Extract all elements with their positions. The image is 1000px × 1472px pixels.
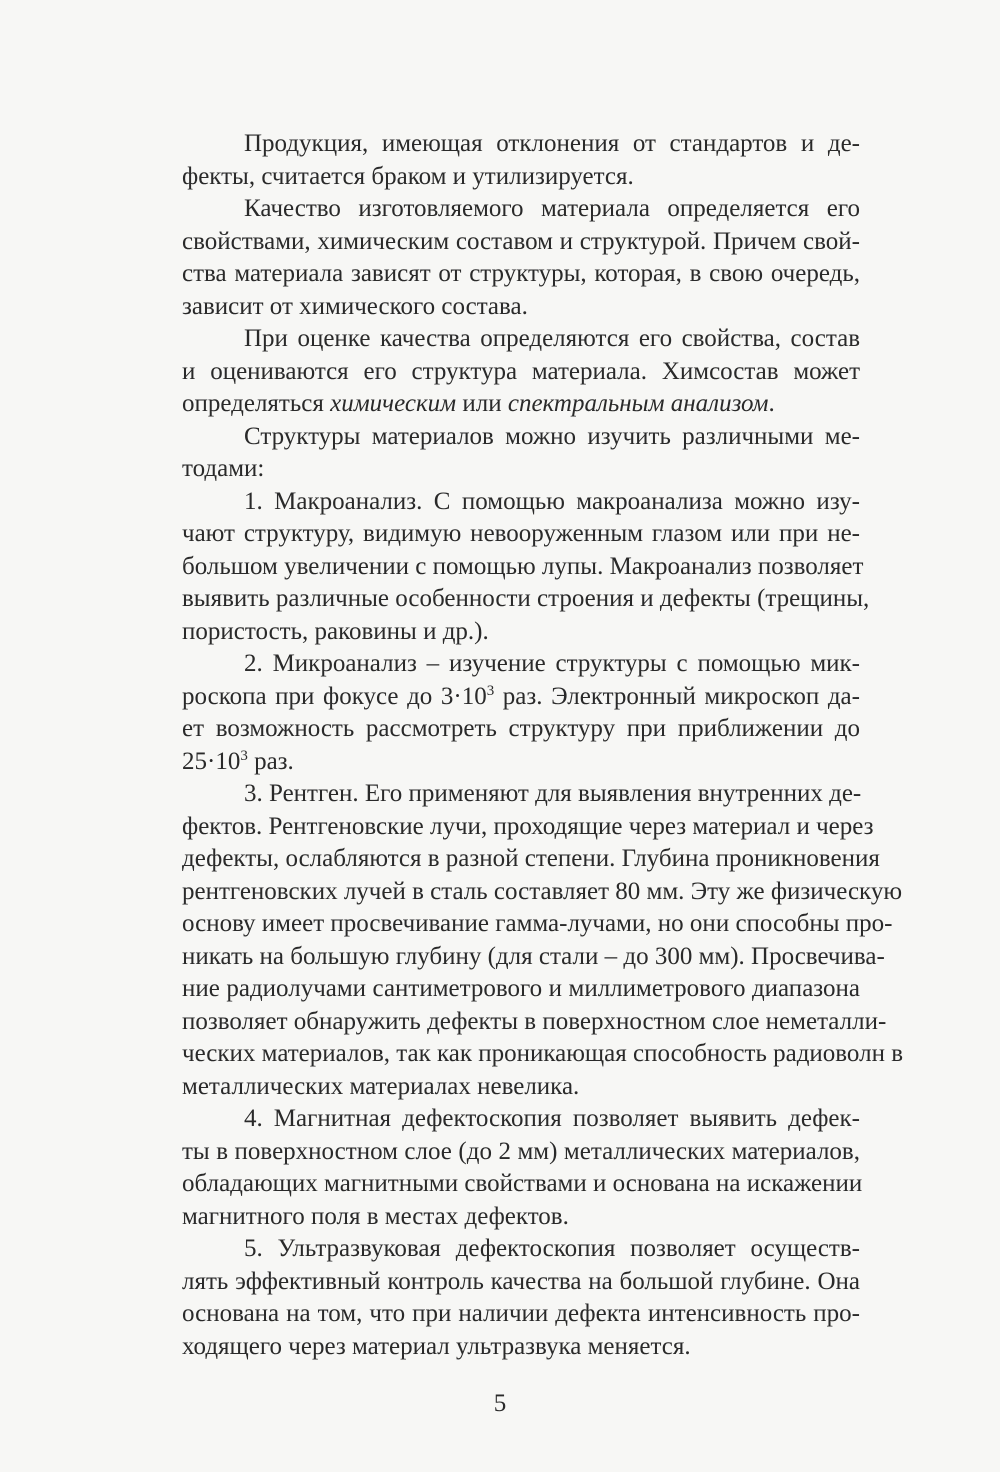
text-fragment: роскопа при фокусе до 3·10 <box>182 682 487 710</box>
text-line: Качество изготовляемого материала определяется его <box>244 195 860 222</box>
text-fragment: . <box>768 390 775 417</box>
text-line: фектов. Рентгеновские лучи, проходящие через материал и через <box>182 812 874 840</box>
text-line: ства материала зависят от структуры, которая, в свою очередь, <box>182 260 860 287</box>
text-line: выявить различные особенности строения и дефекты (трещины, <box>182 585 870 612</box>
text-line <box>120 388 860 421</box>
text-line: основана на том, что при наличии дефекта интенсивность про- <box>182 1300 860 1327</box>
text-line: ходящего через материал ультразвука меняется. <box>182 1332 691 1360</box>
text-line: обладающих магнитными свойствами и основана на искажении <box>182 1170 863 1197</box>
italic-term-chemical: химическим <box>330 390 457 417</box>
text-fragment: раз. <box>247 747 294 775</box>
list-item-macroanalysis <box>120 486 870 649</box>
text-line: 5. Ультразвуковая дефектоскопия позволяет осуществ- <box>244 1235 860 1262</box>
list-item-ultrasonic <box>120 1233 860 1363</box>
text-line: ческих материалов, так как проникающая способность радиоволн в <box>182 1040 904 1067</box>
italic-term-spectral: спектральным анализом <box>507 390 769 417</box>
text-line: 2. Микроанализ – изучение структуры с помощью мик- <box>244 650 860 677</box>
text-line: основу имеет просвечивание гамма-лучами, но они способны про- <box>182 910 893 937</box>
paragraph-material-quality <box>120 193 860 323</box>
text-line: зависит от химического состава. <box>182 292 528 320</box>
text-line: чают структуру, видимую невооруженным глазом или при не- <box>182 520 860 547</box>
text-line: 1. Макроанализ. С помощью макроанализа можно изу- <box>244 487 860 515</box>
text-line: Продукция, имеющая отклонения от стандартов и де- <box>244 130 860 157</box>
text-line: При оценке качества определяются его свойства, состав <box>244 325 860 352</box>
superscript-exponent: 3 <box>240 747 248 764</box>
text-line: пористость, раковины и др.). <box>182 617 489 645</box>
text-line: никать на большую глубину (для стали – до 300 мм). Просвечива- <box>182 942 885 970</box>
text-fragment: определяться <box>182 390 331 417</box>
paragraph-methods-intro <box>120 421 860 486</box>
text-line: тодами: <box>182 455 265 482</box>
list-item-xray <box>120 778 904 1103</box>
text-line: большом увеличении с помощью лупы. Макроанализ позволяет <box>182 552 864 580</box>
list-item-microanalysis <box>120 648 860 778</box>
text-line: и оцениваются его структура материала. Химсостав может <box>182 357 860 385</box>
text-line: ние радиолучами сантиметрового и миллиметрового диапазона <box>182 975 860 1002</box>
text-line: рентгеновских лучей в сталь составляет 80 мм. Эту же физическую <box>182 877 903 905</box>
body-text <box>120 128 904 1363</box>
text-fragment: 25·10 <box>182 747 241 775</box>
text-line: лять эффективный контроль качества на большой глубине. Она <box>182 1267 860 1295</box>
paragraph-quality-assessment <box>120 323 860 421</box>
text-line: фекты, считается браком и утилизируется. <box>182 162 634 190</box>
text-line: ты в поверхностном слое (до 2 мм) металлических материалов, <box>182 1137 860 1165</box>
text-line: свойствами, химическим составом и структурой. Причем свой- <box>182 227 860 255</box>
text-line <box>120 746 860 779</box>
text-fragment: раз. Электронный микроскоп да- <box>494 682 860 710</box>
superscript-exponent: 3 <box>486 682 495 699</box>
text-line: 4. Магнитная дефектоскопия позволяет выявить дефек- <box>244 1105 860 1132</box>
text-line: 3. Рентген. Его применяют для выявления внутренних де- <box>244 780 862 807</box>
page-number: 5 <box>493 1390 507 1417</box>
list-item-magnetic <box>120 1103 863 1233</box>
text-line: Структуры материалов можно изучить различными ме- <box>244 422 860 450</box>
text-line: позволяет обнаружить дефекты в поверхностном слое неметалли- <box>182 1007 887 1035</box>
text-fragment: или <box>456 390 508 417</box>
paragraph-defects-rejection <box>120 128 860 193</box>
text-line: магнитного поля в местах дефектов. <box>182 1202 569 1230</box>
text-line <box>120 681 860 714</box>
text-line: металлических материалах невелика. <box>182 1072 580 1100</box>
text-line: дефекты, ослабляются в разной степени. Глубина проникновения <box>182 845 880 872</box>
text-line: ет возможность рассмотреть структуру при приближении до <box>182 715 860 742</box>
